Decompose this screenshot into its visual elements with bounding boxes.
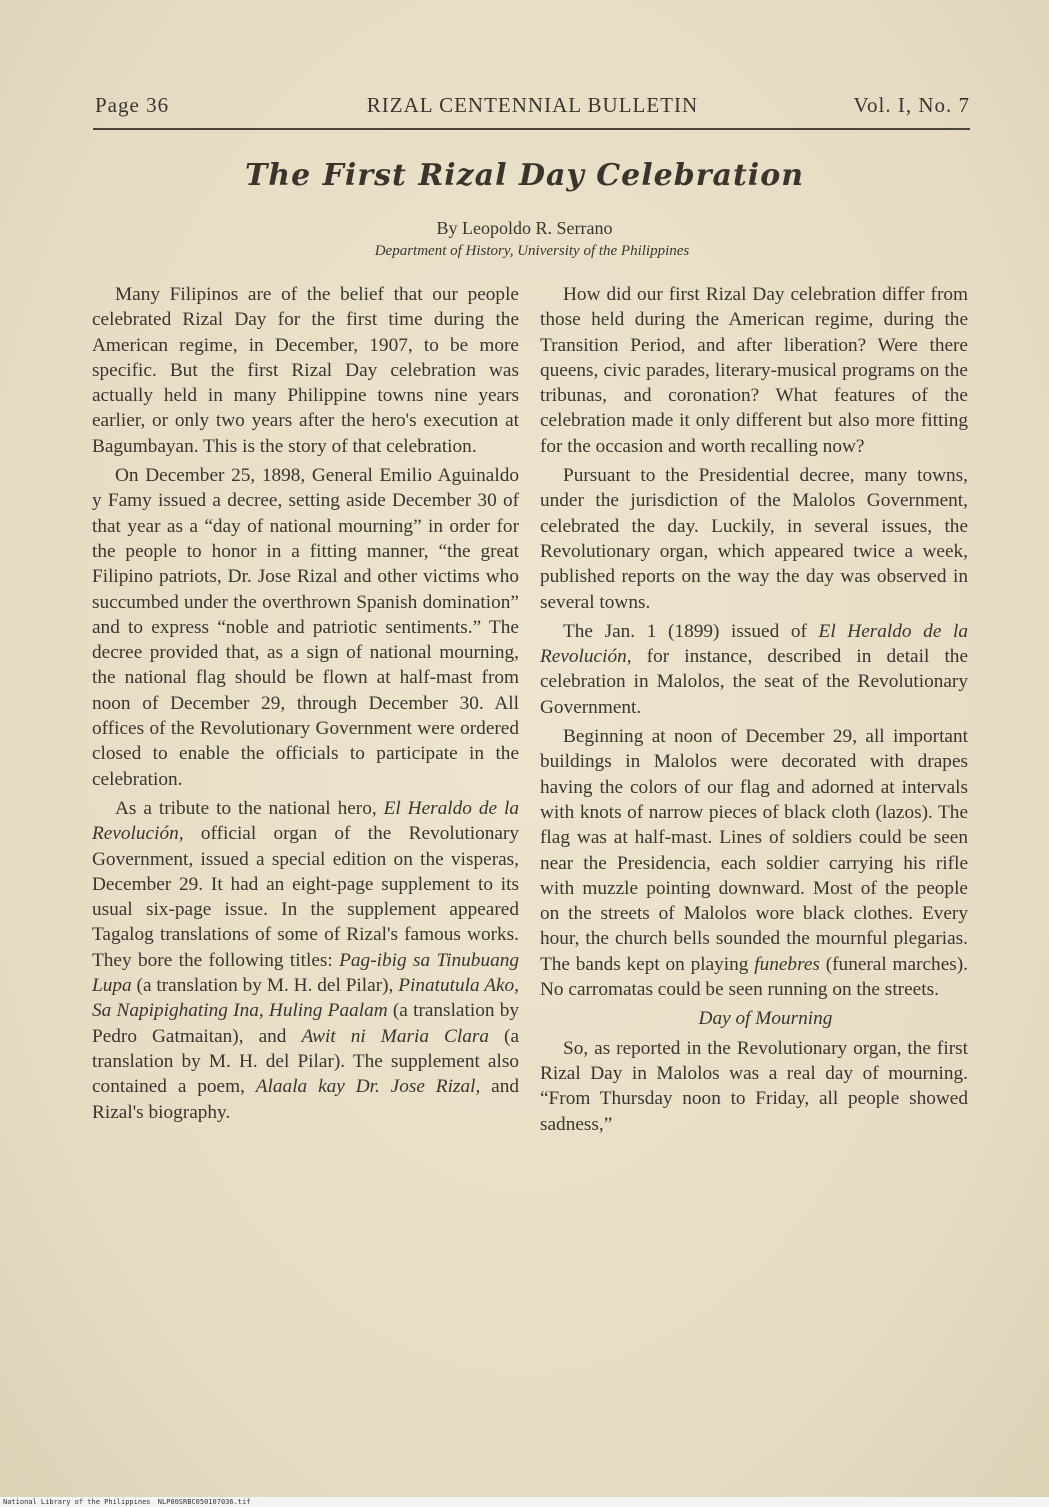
byline-prefix: By xyxy=(436,218,458,238)
paragraph: Many Filipinos are of the belief that our people celebrated Rizal Day for the first time during the American regime, in December, 1907, to be more specific. But the first Rizal Day celebration was actually held in many Philippine towns nine years earlier, or only two years after the hero's execution at Bagumbayan. This is the story of that celebration. xyxy=(92,284,519,457)
author-name: Leopoldo R. Serrano xyxy=(462,218,613,238)
paragraph: Pursuant to the Presidential decree, many towns, under the jurisdiction of the Malolos Government, celebrated the day. Luckily, in several issues, the Revolutionary organ, which appeared twice a week, published reports on the way the day was observed in several towns. xyxy=(540,465,968,613)
paragraph: Beginning at noon of December 29, all important buildings in Malolos were decorated with drapes having the colors of our flag and adorned at intervals with knots of narrow pieces of black cloth (lazos). The flag was at half-mast. Lines of soldiers could be seen near the Presidencia, each soldier carrying his rifle with muzzle pointing downward. Most of the people on the streets of Malolos wore black clothes. Every hour, the church bells sounded the mournful plegarias. The bands kept on playing funebres (funeral marches). No carromatas could be seen running on the streets. xyxy=(540,726,968,1001)
right-column xyxy=(540,282,968,1141)
author-department: Department of History, University of the Philippines xyxy=(374,243,690,259)
section-subheading: Day of Mourning xyxy=(698,1008,833,1030)
page-number: Page 36 xyxy=(95,93,170,117)
byline xyxy=(0,218,1049,239)
paragraph: How did our first Rizal Day celebration differ from those held during the American regime, during the Transition Period, and after liberation? Were there queens, civic parades, literary-musical programs on the tribunas, and coronation? What features of the celebration made it only different but also more fitting for the occasion and worth recalling now? xyxy=(540,284,968,457)
file-label: NLP00SRBC050107036.tif xyxy=(157,1498,251,1506)
page-header xyxy=(95,93,970,123)
scan-footer xyxy=(0,1497,1049,1507)
library-label: National Library of the Philippines xyxy=(3,1498,151,1506)
paragraph: On December 25, 1898, General Emilio Aguinaldo y Famy issued a decree, setting aside December 30 of that year as a “day of national mourning” in order for the people to honor in a fitting manner, “the great Filipino patriots, Dr. Jose Rizal and other victims who succumbed under the overthrown Spanish domination” and to express “noble and patriotic sentiments.” The decree provided that, as a sign of national mourning, the national flag should be flown at half-mast from noon of December 29, through December 30. All offices of the Revolutionary Government were ordered closed to enable the officials to participate in the celebration. xyxy=(92,465,519,790)
volume-number: Vol. I, No. 7 xyxy=(853,93,970,117)
header-rule xyxy=(93,128,970,130)
left-column xyxy=(92,282,519,1129)
paragraph: So, as reported in the Revolutionary organ, the first Rizal Day in Malolos was a real day of mourning. “From Thursday noon to Friday, all people showed sadness,” xyxy=(540,1037,968,1135)
article-title: The First Rizal Day Celebration xyxy=(244,158,805,193)
paragraph: The Jan. 1 (1899) issued of El Heraldo de la Revolución, for instance, described in detail the celebration in Malolos, the seat of the Revolutionary Government. xyxy=(540,620,969,718)
paragraph: As a tribute to the national hero, El Heraldo de la Revolución, official organ of the Revolutionary Government, issued a special edition on the visperas, December 29. It had an eight-page supplement to its usual six-page issue. In the supplement appeared Tagalog translations of some of Rizal's famous works. They bore the following titles: Pag-ibig sa Tinubuang Lupa (a translation by M. H. del Pilar), Pinatutula Ako, Sa Napipighating Ina, Huling Paalam (a translation by Pedro Gatmaitan), and Awit ni Maria Clara (a translation by M. H. del Pilar). The supplement also contained a poem, Alaala kay Dr. Jose Rizal, and Rizal's biography. xyxy=(92,797,520,1123)
bulletin-title: RIZAL CENTENNIAL BULLETIN xyxy=(366,93,699,117)
